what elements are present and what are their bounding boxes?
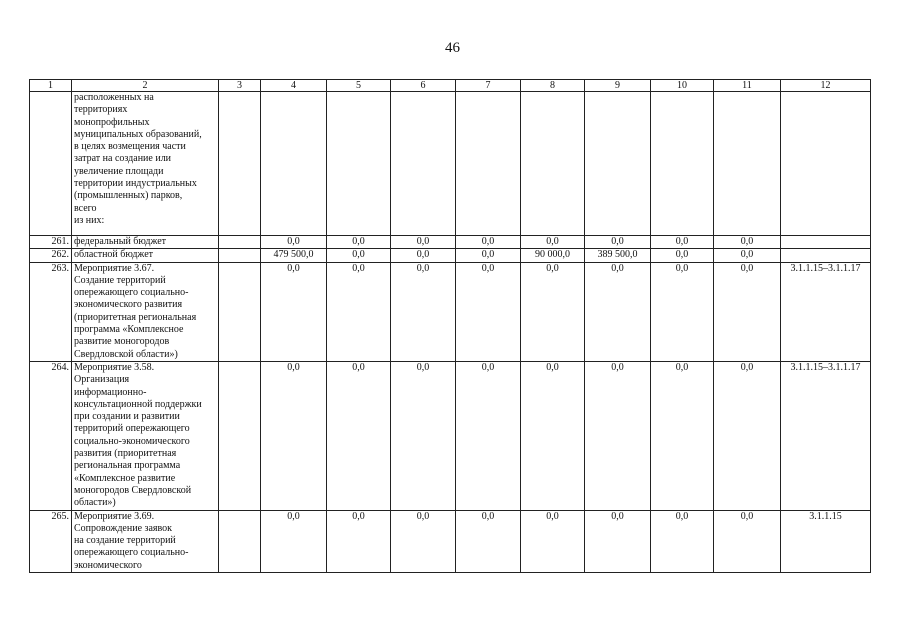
table-row <box>30 236 871 249</box>
value-cell-c11: 0,0 <box>714 236 781 249</box>
table-row <box>30 361 871 510</box>
value-cell-c6: 0,0 <box>391 236 456 249</box>
header-row <box>30 80 871 92</box>
value-cell-c3 <box>219 262 261 361</box>
target-code-cell: 3.1.1.15 <box>781 510 871 572</box>
value-cell-c4: 479 500,0 <box>261 249 327 262</box>
header-cell: 1 <box>30 80 72 92</box>
description-cell: областной бюджет <box>72 249 219 262</box>
value-cell-c6: 0,0 <box>391 249 456 262</box>
value-cell-c8: 0,0 <box>521 361 585 510</box>
value-cell-c8: 0,0 <box>521 236 585 249</box>
value-cell-c8 <box>521 92 585 236</box>
value-cell-c9: 389 500,0 <box>585 249 651 262</box>
value-cell-c11: 0,0 <box>714 361 781 510</box>
header-cell: 12 <box>781 80 871 92</box>
value-cell-c3 <box>219 249 261 262</box>
table-row <box>30 92 871 236</box>
value-cell-c4: 0,0 <box>261 361 327 510</box>
value-cell-c4: 0,0 <box>261 262 327 361</box>
description-cell: федеральный бюджет <box>72 236 219 249</box>
value-cell-c5: 0,0 <box>327 510 391 572</box>
value-cell-c4 <box>261 92 327 236</box>
value-cell-c7: 0,0 <box>456 361 521 510</box>
value-cell-c7: 0,0 <box>456 249 521 262</box>
value-cell-c5: 0,0 <box>327 236 391 249</box>
value-cell-c10: 0,0 <box>651 361 714 510</box>
value-cell-c3 <box>219 510 261 572</box>
value-cell-c10 <box>651 92 714 236</box>
value-cell-c10: 0,0 <box>651 236 714 249</box>
value-cell-c7: 0,0 <box>456 510 521 572</box>
value-cell-c10: 0,0 <box>651 510 714 572</box>
header-cell: 8 <box>521 80 585 92</box>
header-cell: 3 <box>219 80 261 92</box>
value-cell-c11: 0,0 <box>714 510 781 572</box>
value-cell-c6 <box>391 92 456 236</box>
value-cell-c6: 0,0 <box>391 510 456 572</box>
header-cell: 10 <box>651 80 714 92</box>
row-number-cell: 261. <box>30 236 72 249</box>
value-cell-c9 <box>585 92 651 236</box>
value-cell-c5 <box>327 92 391 236</box>
header-cell: 9 <box>585 80 651 92</box>
value-cell-c3 <box>219 92 261 236</box>
value-cell-c11 <box>714 92 781 236</box>
row-number-cell: 262. <box>30 249 72 262</box>
value-cell-c6: 0,0 <box>391 262 456 361</box>
value-cell-c8: 90 000,0 <box>521 249 585 262</box>
header-cell: 2 <box>72 80 219 92</box>
row-number-cell: 265. <box>30 510 72 572</box>
value-cell-c3 <box>219 236 261 249</box>
value-cell-c5: 0,0 <box>327 361 391 510</box>
header-cell: 6 <box>391 80 456 92</box>
value-cell-c7 <box>456 92 521 236</box>
row-number-cell: 263. <box>30 262 72 361</box>
description-cell: расположенных на территориях монопрофильных муниципальных образований, в целях возмещения части затрат на создание или увеличение площади территории индустриальных (промышленных) парков, всего из них: <box>72 92 219 236</box>
target-code-cell: 3.1.1.15–3.1.1.17 <box>781 262 871 361</box>
header-cell: 5 <box>327 80 391 92</box>
value-cell-c8: 0,0 <box>521 510 585 572</box>
value-cell-c11: 0,0 <box>714 249 781 262</box>
value-cell-c5: 0,0 <box>327 249 391 262</box>
header-cell: 4 <box>261 80 327 92</box>
header-cell: 7 <box>456 80 521 92</box>
page-number: 46 <box>445 40 460 56</box>
value-cell-c8: 0,0 <box>521 262 585 361</box>
description-cell: Мероприятие 3.69. Сопровождение заявок на создание территорий опережающего социально- экономического <box>72 510 219 572</box>
value-cell-c9: 0,0 <box>585 262 651 361</box>
value-cell-c9: 0,0 <box>585 510 651 572</box>
value-cell-c4: 0,0 <box>261 236 327 249</box>
value-cell-c11: 0,0 <box>714 262 781 361</box>
description-cell: Мероприятие 3.58. Организация информационно- консультационной поддержки при создании и развитии территорий опережающего социально-экономического развития (приоритетная региональная программа «Комплексное развитие моногородов Свердловской области») <box>72 361 219 510</box>
target-code-cell <box>781 236 871 249</box>
value-cell-c5: 0,0 <box>327 262 391 361</box>
value-cell-c7: 0,0 <box>456 236 521 249</box>
value-cell-c6: 0,0 <box>391 361 456 510</box>
value-cell-c3 <box>219 361 261 510</box>
target-code-cell: 3.1.1.15–3.1.1.17 <box>781 361 871 510</box>
table-row <box>30 262 871 361</box>
value-cell-c4: 0,0 <box>261 510 327 572</box>
target-code-cell <box>781 92 871 236</box>
value-cell-c9: 0,0 <box>585 361 651 510</box>
value-cell-c10: 0,0 <box>651 262 714 361</box>
row-number-cell: 264. <box>30 361 72 510</box>
target-code-cell <box>781 249 871 262</box>
row-number-cell <box>30 92 72 236</box>
value-cell-c10: 0,0 <box>651 249 714 262</box>
header-cell: 11 <box>714 80 781 92</box>
description-cell: Мероприятие 3.67. Создание территорий опережающего социально- экономического развития (приоритетная региональная программа «Комплексное развитие моногородов Свердловской области») <box>72 262 219 361</box>
value-cell-c9: 0,0 <box>585 236 651 249</box>
program-table <box>29 79 871 573</box>
value-cell-c7: 0,0 <box>456 262 521 361</box>
table-row <box>30 249 871 262</box>
table-row <box>30 510 871 572</box>
